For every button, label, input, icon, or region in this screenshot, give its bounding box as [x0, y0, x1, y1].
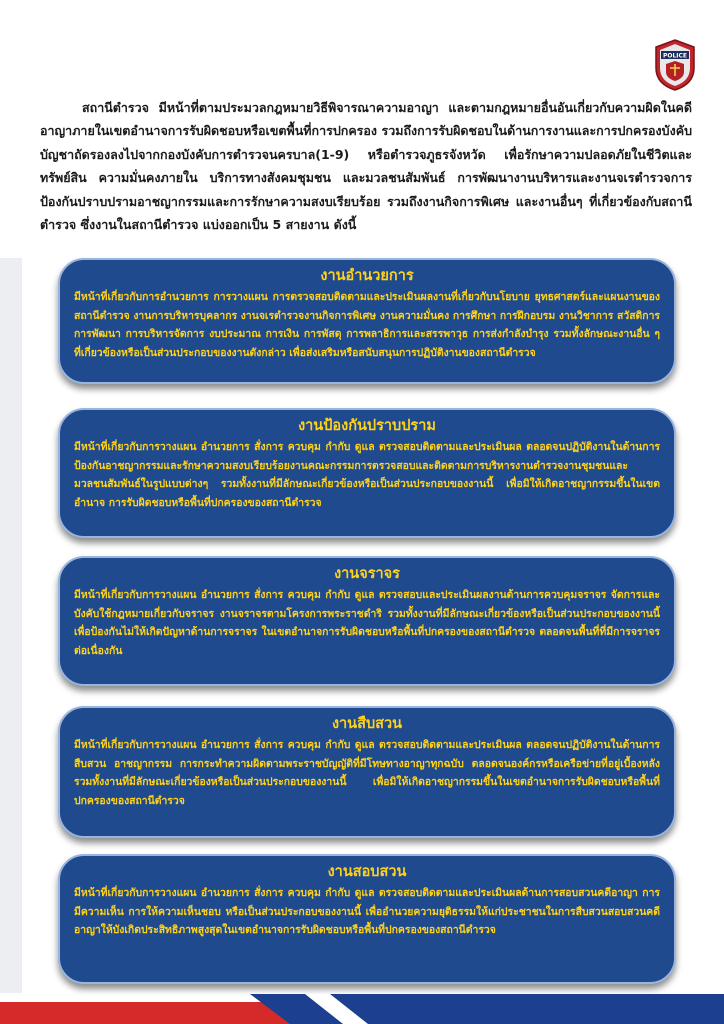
- intro-paragraph: สถานีตำรวจ มีหน้าที่ตามประมวลกฎหมายวิธีพิจารณาความอาญา และตามกฎหมายอื่นอันเกี่ยวกับความผิดในคดีอาญาภายในเขตอำนาจการรับผิดชอบหรือเขตพื้นที่การปกครอง รวมถึงการรับผิดชอบในด้านการงานและการปกครองบังคับบัญชาถัดรองลงไปจากกองบังคับการตำรวจนครบาล(1-9) หรือตำรวจภูธรจังหวัด เพื่อรักษาความปลอดภัยในชีวิตและทรัพย์สิน ความมั่นคงภายใน บริการทางสังคมชุมชน และมวลชนสัมพันธ์ การพัฒนางานบริหารและงานจเรตำรวจการป้องกันปราบปรามอาชญากรรมและการรักษาความสงบเรียบร้อย รวมถึงงานกิจการพิเศษ และงานอื่นๆ ที่เกี่ยวข้องกับสถานีตำรวจ ซึ่งงานในสถานีตำรวจ แบ่งออกเป็น 5 สายงาน ดังนี้: [40, 100, 692, 233]
- card-title: งานป้องกันปราบปราม: [298, 418, 436, 434]
- card-title: งานสอบสวน: [327, 864, 407, 880]
- card-inquiry: [58, 854, 676, 984]
- side-strip: [0, 258, 22, 993]
- card-investigation: [58, 706, 676, 838]
- card-body: มีหน้าที่เกี่ยวกับการวางแผน อำนวยการ สั่งการ ควบคุม กำกับ ดูแล ตรวจสอบติดตามและประเมินผล ตลอดจนปฏิบัติงานในด้านการป้องกันอาชญากรรมและรักษาความสงบเรียบร้อยงานคณะกรรมการตรวจสอบและติดตามการบริหารงานตำรวจงานชุมชนและมวลชนสัมพันธ์ในรูปแบบต่างๆ รวมทั้งงานที่มีลักษณะเกี่ยวข้องหรือเป็นส่วนประกอบของงานนี้ เพื่อมิให้เกิดอาชญากรรมขึ้นในเขตอำนาจ การรับผิดชอบหรือพื้นที่ปกครองของสถานีตำรวจ: [74, 441, 660, 509]
- police-logo: [652, 38, 698, 92]
- card-traffic: [58, 556, 676, 686]
- card-crime-prevention: [58, 408, 676, 538]
- card-title: งานอำนวยการ: [320, 268, 414, 284]
- card-body: มีหน้าที่เกี่ยวกับการอำนวยการ การวางแผน การตรวจสอบติดตามและประเมินผลงานที่เกี่ยวกับนโยบาย ยุทธศาสตร์และแผนงานของสถานีตำรวจ งานการบริหารบุคลากร งานจเรตำรวจงานกิจการพิเศษ งานความมั่นคง การศึกษา การฝึกอบรม งานวิชาการ สวัสดิการ การพัฒนา การบริหารจัดการ งบประมาณ การเงิน การพัสดุ การพลาธิการและสรรพาวุธ การส่งกำลังบำรุง รวมทั้งลักษณะงานอื่น ๆ ที่เกี่ยวข้องหรือเป็นส่วนประกอบของงานดังกล่าว เพื่อส่งเสริมหรือสนับสนุนการปฏิบัติงานของสถานีตำรวจ: [74, 291, 660, 359]
- card-body: มีหน้าที่เกี่ยวกับการวางแผน อำนวยการ สั่งการ ควบคุม กำกับ ดูแล ตรวจสอบและประเมินผลงานด้านการควบคุมจราจร จัดการและบังคับใช้กฎหมายเกี่ยวกับจราจร งานจราจรตามโครงการพระราชดำริ รวมทั้งงานที่มีลักษณะเกี่ยวข้องหรือเป็นส่วนประกอบของงานนี้ เพื่อป้องกันไม่ให้เกิดปัญหาด้านการจราจร ในเขตอำนาจการรับผิดชอบหรือพื้นที่ปกครองของสถานีตำรวจ ตลอดจนพื้นที่ที่มีการจราจรต่อเนื่องกัน: [74, 589, 660, 657]
- card-title: งานจราจร: [334, 566, 400, 582]
- card-title: งานสืบสวน: [331, 716, 403, 732]
- card-administration: [58, 258, 676, 384]
- logo-text: POLICE: [662, 52, 688, 60]
- footer-band: [0, 994, 724, 1024]
- card-body: มีหน้าที่เกี่ยวกับการวางแผน อำนวยการ สั่งการ ควบคุม กำกับ ดูแล ตรวจสอบติดตามและประเมินผล ตลอดจนปฏิบัติงานในด้านการสืบสวน อาชญากรรม การกระทำความผิดตามพระราชบัญญัติที่มีโทษทางอาญาทุกฉบับ ตลอดจนองค์กรหรือเครือข่ายที่อยู่เบื้องหลัง รวมทั้งงานที่มีลักษณะเกี่ยวข้องหรือเป็นส่วนประกอบของงานนี้ เพื่อมิให้เกิดอาชญากรรมขึ้นในเขตอำนาจการรับผิดชอบหรือพื้นที่ปกครองของสถานีตำรวจ: [74, 739, 660, 807]
- card-body: มีหน้าที่เกี่ยวกับการวางแผน อำนวยการ สั่งการ ควบคุม กำกับ ดูแล ตรวจสอบติดตามและประเมินผลด้านการสอบสวนคดีอาญา การมีความเห็น การให้ความเห็นชอบ หรือเป็นส่วนประกอบของงานนี้ เพื่ออำนวยความยุติธรรมให้แก่ประชาชนในการสืบสวนสอบสวนคดีอาญาให้บังเกิดประสิทธิภาพสูงสุดในเขตอำนาจการรับผิดชอบหรือพื้นที่ปกครองของสถานีตำรวจ: [74, 887, 660, 937]
